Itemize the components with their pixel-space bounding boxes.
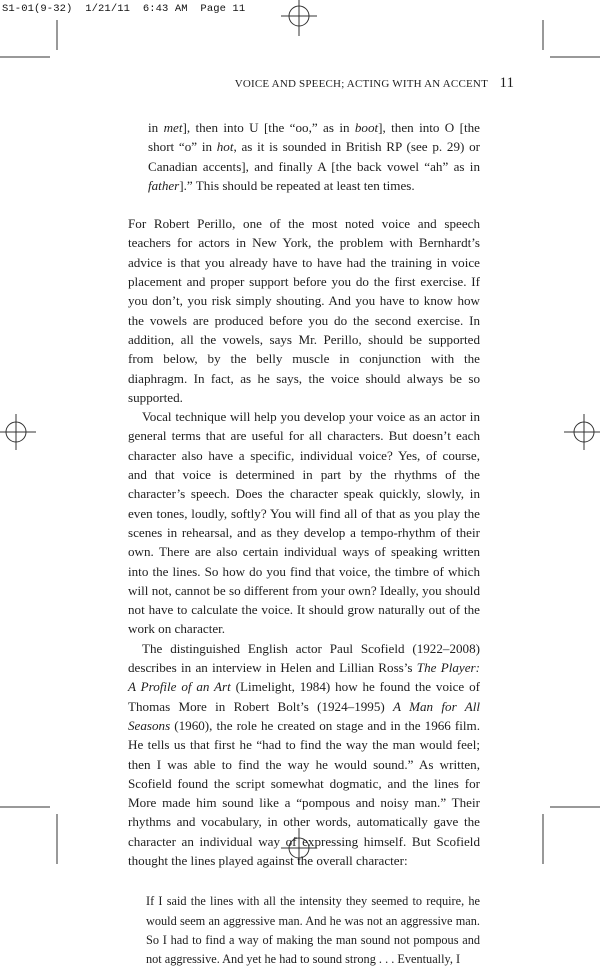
- crop-mark-top-right-icon: [530, 0, 600, 70]
- crop-mark-bottom-left-icon: [0, 794, 70, 864]
- registration-mark-top-icon: [279, 0, 319, 40]
- crop-mark-top-left-icon: [0, 0, 70, 70]
- paragraph-scofield: The distinguished English actor Paul Scofield (1922–2008) describes in an interview in Helen and Lillian Ross’s The Player: A Profile of an Art (Limelight, 1984) how he found the voice of Thomas More in Robert Bolt’s (1924–1995) A Man for All Seasons (1960), the role he created on stage and in the 1966 film. He tells us that first he “had to find the way the man would feel; then I was able to find the way he would sound.” As written, Scofield found the script somewhat dogmatic, and the lines for More made him sound like a “pompous and noisy man.” Their rhythms and vocabulary, in other words, automatically gave the character an individual way of expressing himself. But Scofield thought the lines played against the overall character:: [128, 640, 480, 868]
- page-number: 11: [499, 75, 514, 91]
- block-quote-continuation: in met], then into U [the “oo,” as in boot], then into O [the short “o” in hot, as it is sounded in British RP (see p. 29) or Canadian accents], and finally A [the back vowel “ah” as in father].” This should be repeated at least ten times.: [148, 120, 480, 193]
- printer-slug-line: S1-01(9-32) 1/21/11 6:43 AM Page 11: [2, 3, 246, 15]
- running-head: VOICE AND SPEECH; ACTING WITH AN ACCENT: [234, 78, 488, 90]
- registration-mark-right-icon: [560, 412, 600, 452]
- registration-mark-left-icon: [0, 412, 40, 452]
- crop-mark-bottom-right-icon: [530, 794, 600, 864]
- paragraph-perillo: For Robert Perillo, one of the most noted voice and speech teachers for actors in New York, the problem with Bernhardt’s advice is that you already have to have had the training in voice placement and proper support before you do the first exercise. If you don’t, you risk simply shouting. And you have to know how the vowels are produced before you do the second exercise. In addition, all the vowels, says Mr. Perillo, should be supported from below, by the belly muscle in conjunction with the diaphragm. In fact, as he says, the voice should always be so supported.: [128, 216, 480, 405]
- paragraph-vocal-technique: Vocal technique will help you develop your voice as an actor in general terms that are useful for all characters. But doesn’t each character also have a specific, individual voice? Yes, of course, and that voice is determined in part by the rhythms of the character’s speech. Does the character speak quickly, slowly, in even tones, loudly, softly? You will find all of that as you play the scenes in rehearsal, and as they develop a tempo-rhythm of their own. There are also certain individual ways of speaking written into the lines. So how do you find that voice, the timbre of which will not, cannot be so different from your own? Ideally, you should not have to calculate the voice. It should grow naturally out of the work on character.: [128, 409, 480, 637]
- page-body: [128, 118, 480, 969]
- block-quote-scofield: If I said the lines with all the intensity they seemed to require, he would seem an aggressive man. And he was not an aggressive man. So I had to find a way of making the man sound not pompous and not aggressive. And yet he had to sound strong . . . Eventually, I: [146, 894, 480, 967]
